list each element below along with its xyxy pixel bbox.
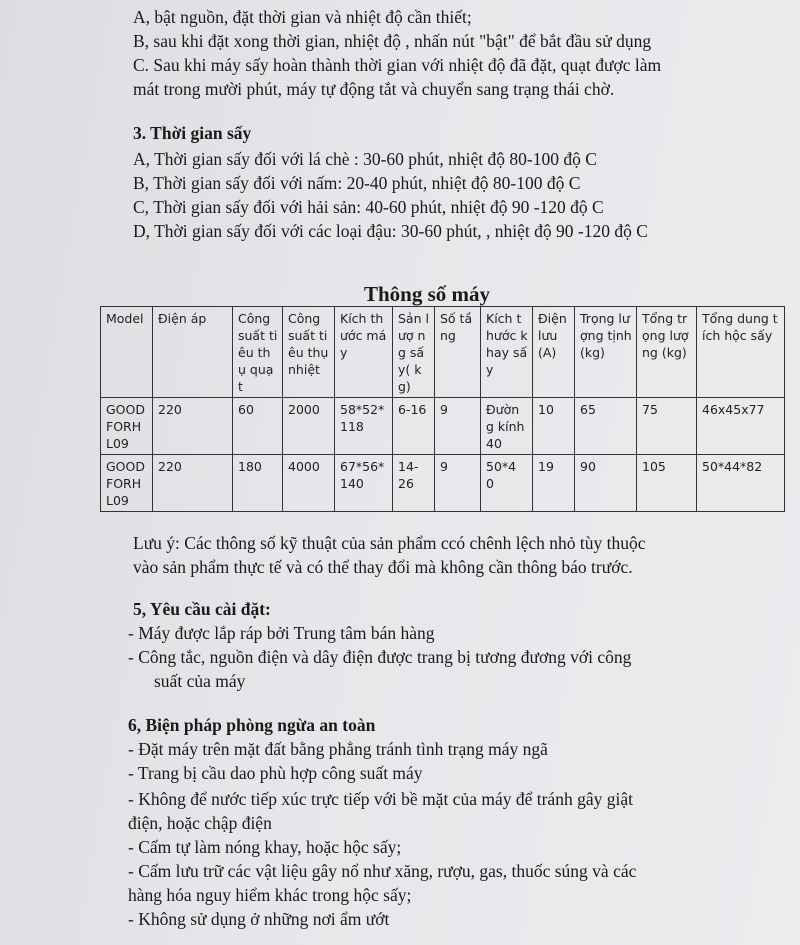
intro-step-c: C. Sau khi máy sấy hoàn thành thời gian với nhiệt độ đã đặt, quạt được làm	[133, 55, 662, 75]
section3-line: A, Thời gian sấy đối với lá chè : 30-60 phút, nhiệt độ 80-100 độ C	[133, 149, 597, 169]
header-heat-power: Công suất tiêu thụ nhiệt	[283, 307, 335, 398]
section5-item: - Máy được lắp ráp bởi Trung tâm bán hàng	[128, 623, 435, 643]
section6-heading: 6, Biện pháp phòng ngừa an toàn	[128, 715, 376, 735]
cell-drying-output: 14- 26	[393, 455, 435, 512]
cell-tiers: 9	[435, 455, 481, 512]
cell-tray-size: Đườn g kính 40	[481, 398, 533, 455]
header-gross-weight: Tổng trọng lượng (kg)	[637, 307, 697, 398]
cell-machine-size: 58*52* 118	[335, 398, 393, 455]
section6-item: - Không để nước tiếp xúc trực tiếp với bề mặt của máy để tránh gây giật	[128, 789, 633, 809]
cell-gross-weight: 75	[637, 398, 697, 455]
note-line: Lưu ý: Các thông số kỹ thuật của sản phẩm ccó chênh lệch nhỏ tùy thuộc	[133, 533, 646, 553]
cell-model: GOOD FORH L09	[101, 455, 153, 512]
intro-step-b: B, sau khi đặt xong thời gian, nhiệt độ , nhấn nút "bật" để bắt đầu sử dụng	[133, 31, 652, 51]
cell-fan-power: 180	[233, 455, 283, 512]
spec-table-title: Thông số máy	[364, 282, 491, 306]
note-line: vào sản phẩm thực tế và có thể thay đổi mà không cần thông báo trước.	[133, 557, 633, 577]
cell-voltage: 220	[153, 455, 233, 512]
header-current: Điện lưu (A)	[533, 307, 575, 398]
cell-current: 10	[533, 398, 575, 455]
cell-chamber-volume: 46x45x77	[697, 398, 785, 455]
header-tiers: Số tầng	[435, 307, 481, 398]
cell-net-weight: 90	[575, 455, 637, 512]
cell-model: GOOD FORH L09	[101, 398, 153, 455]
section6-item-cont: hàng hóa nguy hiểm khác trong hộc sấy;	[128, 885, 412, 905]
header-fan-power: Công suất tiêu thụ quạt	[233, 307, 283, 398]
section6-item-cont: điện, hoặc chập điện	[128, 813, 272, 833]
cell-fan-power: 60	[233, 398, 283, 455]
table-row	[101, 398, 785, 455]
cell-voltage: 220	[153, 398, 233, 455]
cell-net-weight: 65	[575, 398, 637, 455]
header-machine-size: Kích thước máy	[335, 307, 393, 398]
section6-item: - Không sử dụng ở những nơi ẩm ướt	[128, 909, 390, 929]
section6-item: - Trang bị cầu dao phù hợp công suất máy	[128, 763, 423, 783]
section5-item: - Công tắc, nguồn điện và dây điện được trang bị tương đương với công	[128, 647, 632, 667]
cell-chamber-volume: 50*44*82	[697, 455, 785, 512]
cell-machine-size: 67*56* 140	[335, 455, 393, 512]
header-chamber-volume: Tổng dung tích hộc sấy	[697, 307, 785, 398]
section3-line: C, Thời gian sấy đối với hải sản: 40-60 phút, nhiệt độ 90 -120 độ C	[133, 197, 604, 217]
section5-item-cont: suất của máy	[154, 671, 246, 691]
cell-tiers: 9	[435, 398, 481, 455]
table-row	[101, 455, 785, 512]
header-net-weight: Trọng lượng tịnh (kg)	[575, 307, 637, 398]
header-tray-size: Kích thước khay sấy	[481, 307, 533, 398]
table-header-row	[101, 307, 785, 398]
intro-step-c-cont: mát trong mười phút, máy tự động tắt và chuyển sang trạng thái chờ.	[133, 79, 615, 99]
cell-heat-power: 2000	[283, 398, 335, 455]
section3-line: D, Thời gian sấy đối với các loại đậu: 30-60 phút, , nhiệt độ 90 -120 độ C	[133, 221, 648, 241]
cell-drying-output: 6-16	[393, 398, 435, 455]
cell-current: 19	[533, 455, 575, 512]
section5-heading: 5, Yêu cầu cài đặt:	[133, 599, 271, 619]
cell-gross-weight: 105	[637, 455, 697, 512]
intro-step-a: A, bật nguồn, đặt thời gian và nhiệt độ cần thiết;	[133, 7, 472, 27]
cell-heat-power: 4000	[283, 455, 335, 512]
spec-table	[100, 306, 785, 512]
cell-tray-size: 50*4 0	[481, 455, 533, 512]
header-model: Model	[101, 307, 153, 398]
header-voltage: Điện áp	[153, 307, 233, 398]
header-drying-output: Sản lượ ng sấy( kg)	[393, 307, 435, 398]
section6-item: - Cấm tự làm nóng khay, hoặc hộc sấy;	[128, 837, 402, 857]
section3-line: B, Thời gian sấy đối với nấm: 20-40 phút, nhiệt độ 80-100 độ C	[133, 173, 581, 193]
section6-item: - Cấm lưu trữ các vật liệu gây nổ như xăng, rượu, gas, thuốc súng và các	[128, 861, 637, 881]
section6-item: - Đặt máy trên mặt đất bằng phẳng tránh tình trạng máy ngã	[128, 739, 548, 759]
section3-heading: 3. Thời gian sấy	[133, 123, 252, 143]
